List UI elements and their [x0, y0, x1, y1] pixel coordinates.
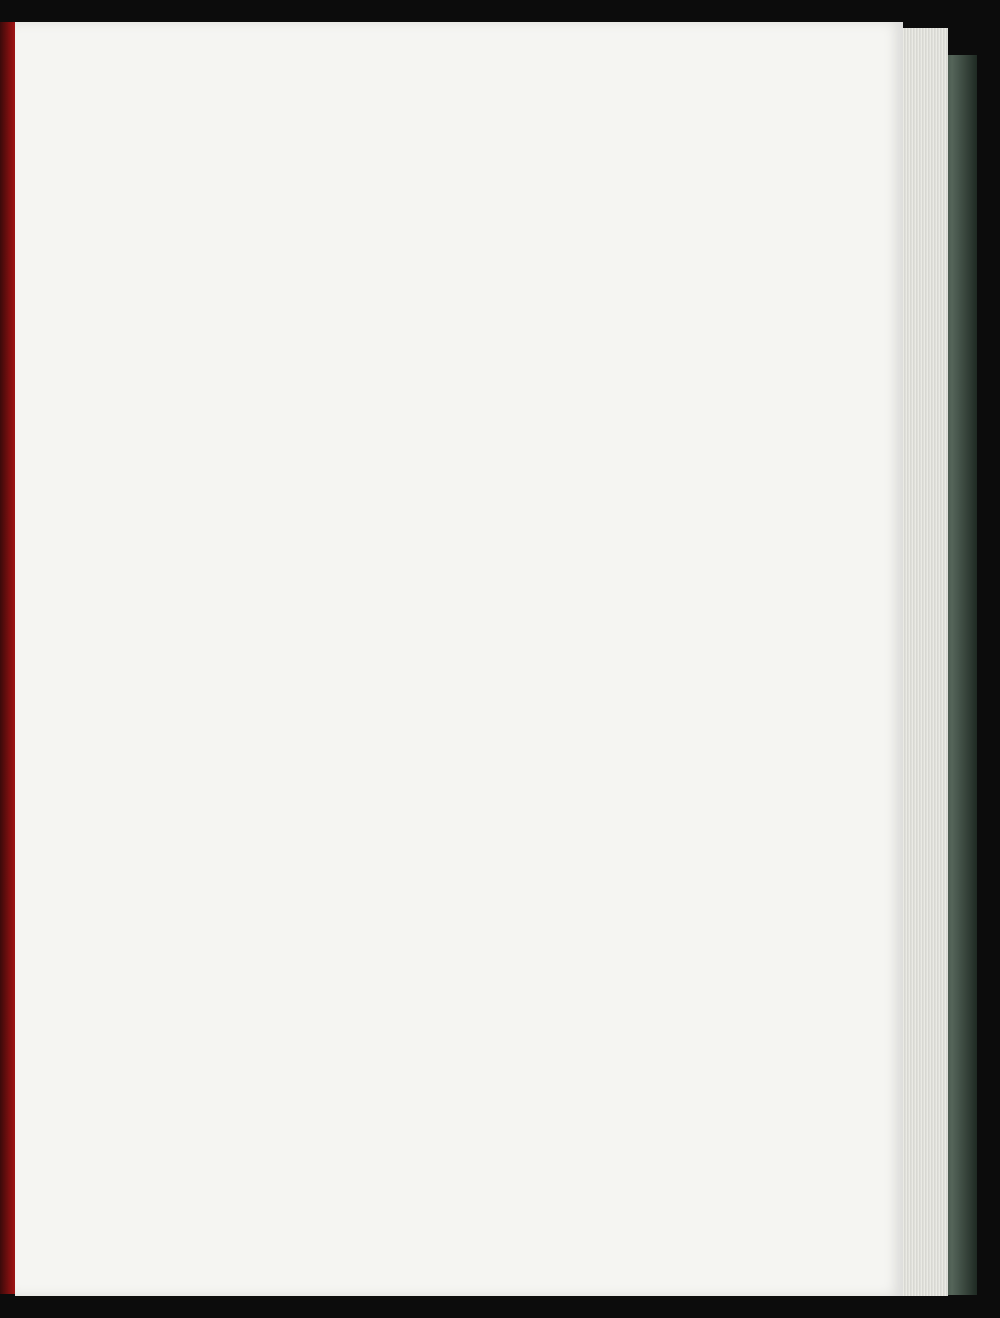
book-page	[15, 22, 903, 1296]
